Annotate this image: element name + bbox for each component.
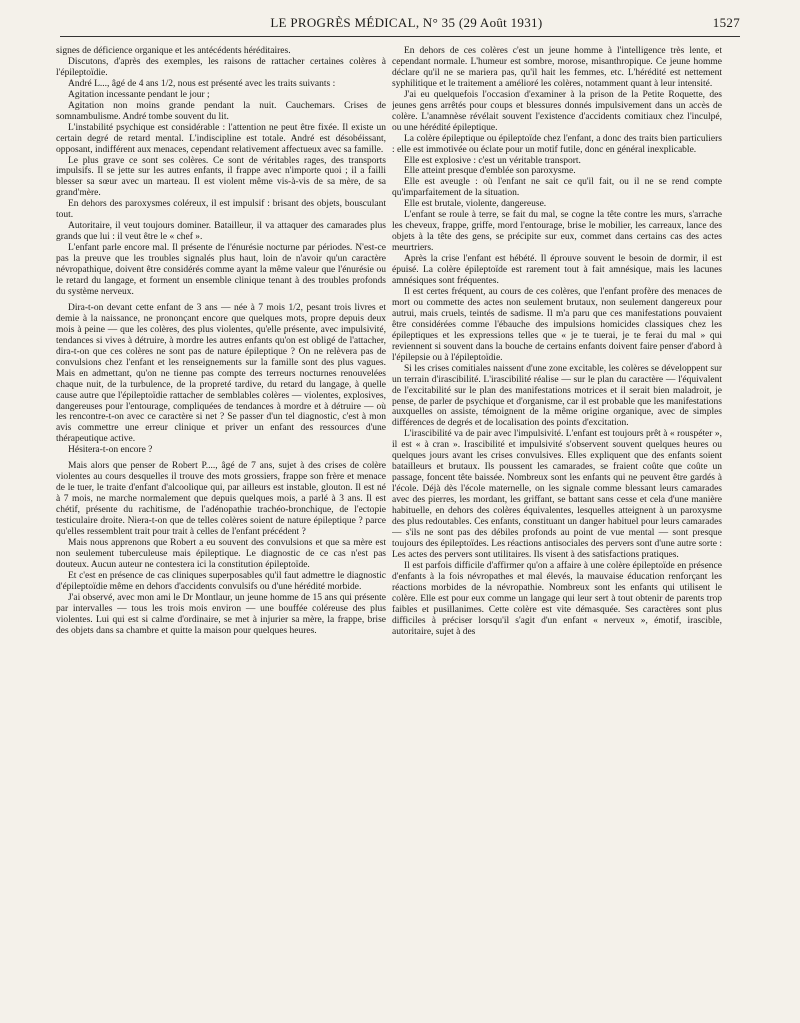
- right-column: [392, 46, 722, 1012]
- paragraph: Hésitera-t-on encore ?: [68, 445, 153, 456]
- paragraph: L'irascibilité va de pair avec l'impulsivité. L'enfant est toujours prêt à « rouspéter », il est « à cran ». Irascibilité et impulsivité s'observent souvent quelques heures ou quelques jours avant les crises convulsives. Elles expliquent que des enfants soient batailleurs et brutaux. Ils poussent les camarades, se fraient coûte que coûte un passage, foncent tête baissée. Nombreux sont les enfants qui ne peuvent être gardés à l'école. Déjà dès l'école maternelle, on les signale comme blessant leurs camarades avec des pierres, les mordant, les griffant, se battant sans cesse et cela d'une manière habituelle, en dehors des colères équivalentes, lesquelles atteignent à un paroxysme des plus redoutables. Ces enfants, constituant un danger habituel pour leurs camarades — s'ils ne sont pas des débiles profonds au point de vue mental — sont presque toujours des épileptoïdes. Les réactions antisociales des pervers sont d'une autre sorte : Les actes des pervers sont utilitaires. Ils visent à des satisfactions pratiques.: [392, 429, 722, 560]
- paragraph: Elle est aveugle : où l'enfant ne sait ce qu'il fait, ou il ne se rend compte qu'imparfaitement de la situation.: [392, 177, 722, 199]
- page-number: 1527: [712, 15, 740, 30]
- paragraph: Elle est explosive : c'est un véritable transport.: [404, 155, 581, 166]
- paragraph: Mais alors que penser de Robert P...., âgé de 7 ans, sujet à des crises de colère violentes au cours desquelles il trouve des mots grossiers, frappe son frère et menace de le tuer, le traite d'enfant d'alcoolique qui, par ailleurs est instable, glouton. Il est né à 7 mois, ne marche normalement que depuis quelques mois, a parlé à 3 ans. Il est chétif, présente du rachitisme, de l'adénopathie trachéo-bronchique, de l'ectopie testiculaire droite. Niera-t-on que de telles colères soient de nature épileptique ? parce qu'elles ressemblent trait pour trait à celles de l'enfant précédent ?: [56, 461, 386, 537]
- paragraph: Si les crises comitiales naissent d'une zone excitable, les colères se développent sur un terrain d'irascibilité. L'irascibilité réalise — sur le plan du caractère — l'équivalent de l'excitabilité sur le plan des manifestations motrices et il serait bien maladroit, je pense, de parler de psychique et d'organisme, car il est probable que les manifestations auxquelles on assiste, témoignent de la même origine organique, avec de simples différences de degrés et de localisation des points d'excitation.: [392, 363, 722, 429]
- paragraph: J'ai eu quelquefois l'occasion d'examiner à la prison de la Petite Roquette, des jeunes gens arrêtés pour coups et blessures donnés impulsivement dans un accès de colère. L'anamnèse révélait souvent l'existence d'accidents comitiaux chez l'inculpé, ou une hérédité épileptique.: [392, 89, 722, 133]
- paragraph: L'enfant se roule à terre, se fait du mal, se cogne la tête contre les murs, s'arrache les cheveux, frappe, griffe, mord l'entourage, brise le mobilier, les carreaux, lance des objets à la tête des gens, se précipite sur eux, commet dans certains cas des actes meurtriers.: [392, 210, 722, 254]
- paragraph: Autoritaire, il veut toujours dominer. Batailleur, il va attaquer des camarades plus grands que lui : il veut être le « chef ».: [56, 221, 386, 243]
- paragraph: Dira-t-on devant cette enfant de 3 ans — née à 7 mois 1/2, pesant trois livres et demie à la naissance, ne prononçant encore que quelques mots, propre depuis deux mois à peine — que les colères, des plus violentes, qu'elle présente, avec impulsivité, tendances si vives à détruire, à mordre les autres enfants qu'on est obligé de l'attacher, dira-t-on que ces colères ne sont pas de nature épileptique ? On ne relèvera pas de convulsions chez l'enfant et les renseignements sur la famille sont des plus vagues. Mais en admettant, qu'on ne tienne pas compte des terreurs nocturnes renouvelées chaque nuit, de la turbulence, de la propreté tardive, du retard du langage, à quelle cause autre que l'épileptoïdie rattacher de semblables colères — violentes, explosives, dangereuses pour l'entourage, compliquées de tendances à mordre et à détruire — où les rencontre-t-on avec ce caractère si net ? Se passer d'un tel diagnostic, c'est à mon avis commettre une erreur clinique et priver un enfant des ressources d'une thérapeutique active.: [56, 302, 386, 445]
- paragraph: Le plus grave ce sont ses colères. Ce sont de véritables rages, des transports impulsifs. Il se jette sur les autres enfants, il frappe avec n'importe quoi ; il a failli blesser sa sœur avec un marteau. Il est violent même vis-à-vis de sa mère, de sa grand'mère.: [56, 155, 386, 199]
- journal-title: LE PROGRÈS MÉDICAL, N° 35 (29 Août 1931): [270, 15, 543, 30]
- paragraph: En dehors de ces colères c'est un jeune homme à l'intelligence très lente, et cependant normale. L'humeur est sombre, morose, misanthropique. Ce jeune homme déclare qu'il ne se mariera pas, qu'il hait les femmes, etc. L'hérédité est nettement syphilitique et le traitement a amélioré les colères, notamment quant à leur intensité.: [392, 46, 722, 89]
- paragraph: Il est certes fréquent, au cours de ces colères, que l'enfant profère des menaces de mort ou commette des actes non seulement brutaux, non seulement dangereux pour autrui, mais cruels, teintés de sadisme. Il m'a paru que ces manifestations pouvaient être considérées comme l'ébauche des impulsions homicides classiques chez les épileptiques et les expressions telles que « je te tuerai, je te ferai du mal » qui reviennent si souvent dans la bouche de certains enfants doivent faire penser d'abord à l'épilepsie ou à l'épileptoïdie.: [392, 286, 722, 363]
- paragraph: Et c'est en présence de cas cliniques superposables qu'il faut admettre le diagnostic d'épileptoïdie même en dehors d'accidents convulsifs ou d'une hérédité morbide.: [56, 570, 386, 592]
- header-rule: [60, 36, 740, 37]
- paragraph: Il est parfois difficile d'affirmer qu'on a affaire à une colère épileptoïde en présence d'enfants à la fois névropathes et mal élevés, la mauvaise éducation renforçant les réactions morbides de la névropathie. Nombreux sont les enfants qui utilisent le colère. Elle est pour eux comme un langage qui leur sert à tout obtenir de parents trop faibles et pusillanimes. Cette colère est vite démasquée. Ses caractères sont plus difficiles à préciser lorsqu'il s'agit d'un enfant « nerveux », émotif, irascible, autoritaire, sujet à des: [392, 560, 722, 637]
- paragraph: Mais nous apprenons que Robert a eu souvent des convulsions et que sa mère est non seulement tuberculeuse mais épileptique. Le diagnostic de ce cas n'est pas douteux. Aucun auteur ne contestera ici la constitution épileptoïde.: [56, 537, 386, 570]
- paragraph: Agitation non moins grande pendant la nuit. Cauchemars. Crises de somnambulisme. André tombe souvent du lit.: [56, 100, 386, 122]
- paragraph: J'ai observé, avec mon ami le Dr Montlaur, un jeune homme de 15 ans qui présente par intervalles — tous les trois mois environ — une bouffée coléreuse des plus violentes. Lui qui est si calme d'ordinaire, se met à injurier sa mère, la frappe, brise des objets dans sa chambre et quitte la maison pour quelques heures.: [56, 592, 386, 636]
- paragraph: signes de déficience organique et les antécédents héréditaires.: [56, 46, 291, 56]
- paragraph: La colère épileptique ou épileptoïde chez l'enfant, a donc des traits bien particuliers : elle est immotivée ou éclate pour un motif futile, donc en général inexplicable.: [392, 133, 722, 155]
- paragraph: Elle atteint presque d'emblée son paroxysme.: [404, 166, 576, 177]
- paragraph: Elle est brutale, violente, dangereuse.: [404, 199, 547, 210]
- paragraph: En dehors des paroxysmes coléreux, il est impulsif : brisant des objets, bousculant tout.: [56, 199, 386, 221]
- paragraph: Discutons, d'après des exemples, les raisons de rattacher certaines colères à l'épileptoïdie.: [56, 56, 386, 78]
- paragraph: Agitation incessante pendant le jour ;: [68, 89, 210, 100]
- paragraph: L'enfant parle encore mal. Il présente de l'énurésie nocturne par périodes. N'est-ce pas la preuve que les troubles signalés plus haut, loin de n'avoir qu'un caractère névropathique, doivent être considérés comme ayant la même valeur que l'énurésie ou le retard du langage, et forment un ensemble clinique tenant à des troubles profonds du système nerveux.: [56, 243, 386, 297]
- paragraph: André L..., âgé de 4 ans 1/2, nous est présenté avec les traits suivants :: [68, 78, 336, 89]
- paragraph: Après la crise l'enfant est hébété. Il éprouve souvent le besoin de dormir, il est épuisé. La colère épileptoïde est rarement tout à fait amnésique, mais les lacunes amnésiques sont fréquentes.: [392, 254, 722, 287]
- left-column: [56, 46, 386, 1012]
- paragraph: L'instabilité psychique est considérable : l'attention ne peut être fixée. Il existe un certain degré de retard mental. L'indiscipline est totale. André est désobéissant, opposant, indifférent aux menaces, cependant relativement affectueux avec sa famille.: [56, 122, 386, 155]
- running-header: [60, 12, 740, 34]
